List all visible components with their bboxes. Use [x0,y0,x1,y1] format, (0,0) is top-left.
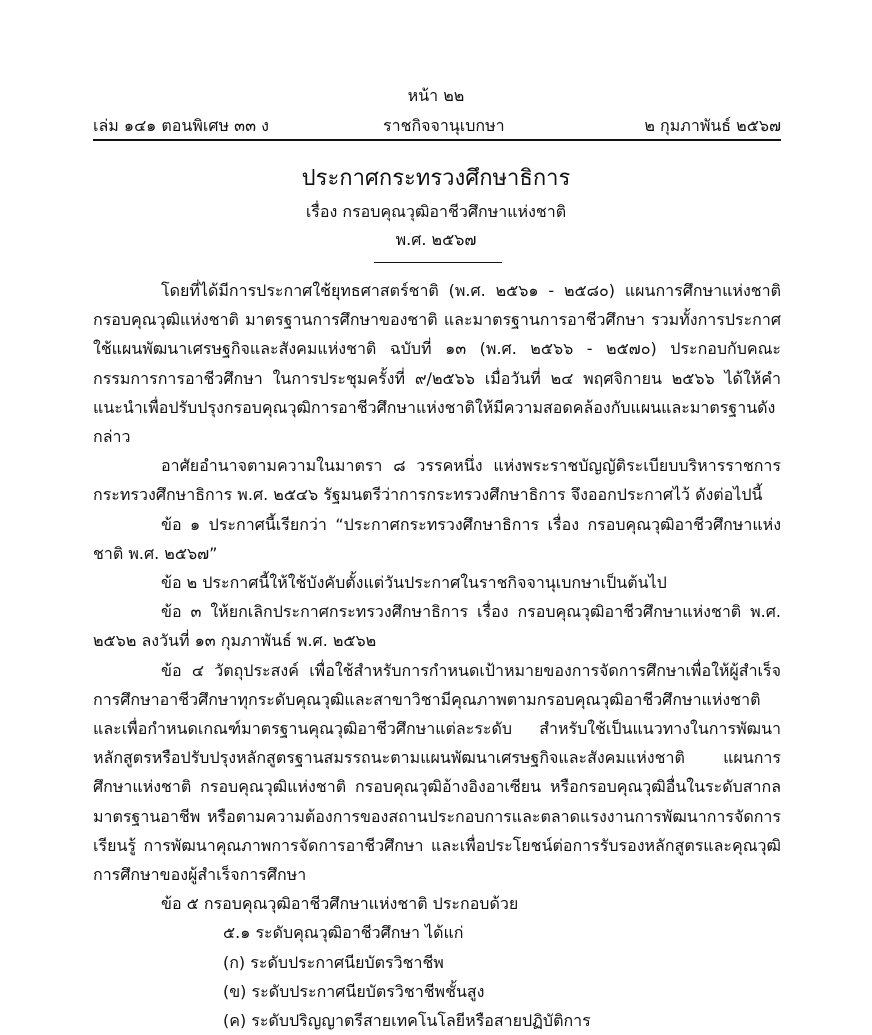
gazette-header [93,114,781,138]
volume-issue: เล่ม ๑๔๑ ตอนพิเศษ ๓๓ ง [93,116,269,135]
document-title: ประกาศกระทรวงศึกษาธิการ [301,166,571,191]
clause-3: ข้อ ๓ ให้ยกเลิกประกาศกระทรวงศึกษาธิการ เรื่อง กรอบคุณวุฒิอาชีวศึกษาแห่งชาติ พ.ศ. ๒๕๖๒ ลงวันที่ ๑๓ กุมภาพันธ์ พ.ศ. ๒๕๖๒ [93,602,781,651]
gazette-name: ราชกิจจานุเบกษา [383,116,505,135]
page-number: หน้า ๒๒ [407,86,465,105]
authority-paragraph: อาศัยอำนาจตามความในมาตรา ๘ วรรคหนึ่ง แห่งพระราชบัญญัติระเบียบบริหารราชการกระทรวงศึกษาธิการ พ.ศ. ๒๕๔๖ รัฐมนตรีว่าการกระทรวงศึกษาธิการ จึงออกประกาศไว้ ดังต่อไปนี้ [93,456,781,505]
title-divider [374,262,502,263]
publication-date: ๒ กุมภาพันธ์ ๒๕๖๗ [644,116,781,135]
clause-5-1: ๕.๑ ระดับคุณวุฒิอาชีวศึกษา ได้แก่ [223,923,464,943]
level-higher-vocational-certificate: (ข) ระดับประกาศนียบัตรวิชาชีพชั้นสูง [223,981,485,1001]
level-vocational-certificate: (ก) ระดับประกาศนียบัตรวิชาชีพ [223,952,444,972]
header-divider [93,139,781,141]
clause-5: ข้อ ๕ กรอบคุณวุฒิอาชีวศึกษาแห่งชาติ ประกอบด้วย [161,894,519,914]
document-body [93,276,781,1035]
document-subject: เรื่อง กรอบคุณวุฒิอาชีวศึกษาแห่งชาติ [305,202,567,221]
document-year: พ.ศ. ๒๕๖๗ [395,230,477,249]
clause-1: ข้อ ๑ ประกาศนี้เรียกว่า “ประกาศกระทรวงศึกษาธิการ เรื่อง กรอบคุณวุฒิอาชีวศึกษาแห่งชาติ พ.ศ. ๒๕๖๗” [93,514,781,563]
preamble-paragraph: โดยที่ได้มีการประกาศใช้ยุทธศาสตร์ชาติ (พ.ศ. ๒๕๖๑ - ๒๕๘๐) แผนการศึกษาแห่งชาติ กรอบคุณวุฒิแห่งชาติ มาตรฐานการศึกษาของชาติ และมาตรฐานการอาชีวศึกษา รวมทั้งการประกาศใช้แผนพัฒนาเศรษฐกิจและสังคมแห่งชาติ ฉบับที่ ๑๓ (พ.ศ. ๒๕๖๖ - ๒๕๗๐) ประกอบกับคณะกรรมการการอาชีวศึกษา ในการประชุมครั้งที่ ๙/๒๕๖๖ เมื่อวันที่ ๒๔ พฤศจิกายน ๒๕๖๖ ได้ให้คำแนะนำเพื่อปรับปรุงกรอบคุณวุฒิการอาชีวศึกษาแห่งชาติให้มีความสอดคล้องกับแผนและมาตรฐานดังกล่าว [93,281,781,447]
clause-2: ข้อ ๒ ประกาศนี้ให้ใช้บังคับตั้งแต่วันประกาศในราชกิจจานุเบกษาเป็นต้นไป [161,573,667,593]
level-bachelor-technology: (ค) ระดับปริญญาตรีสายเทคโนโลยีหรือสายปฏิบัติการ [223,1011,591,1031]
clause-4: ข้อ ๔ วัตถุประสงค์ เพื่อใช้สำหรับการกำหนดเป้าหมายของการจัดการศึกษาเพื่อให้ผู้สำเร็จการศึกษาอาชีวศึกษาทุกระดับคุณวุฒิและสาขาวิชามีคุณภาพตามกรอบคุณวุฒิอาชีวศึกษาแห่งชาติ และเพื่อกำหนดเกณฑ์มาตรฐานคุณวุฒิอาชีวศึกษาแต่ละระดับ สำหรับใช้เป็นแนวทางในการพัฒนาหลักสูตรหรือปรับปรุงหลักสูตรฐานสมรรถนะตามแผนพัฒนาเศรษฐกิจและสังคมแห่งชาติ แผนการศึกษาแห่งชาติ กรอบคุณวุฒิแห่งชาติ กรอบคุณวุฒิอ้างอิงอาเซียน หรือกรอบคุณวุฒิอื่นในระดับสากล มาตรฐานอาชีพ หรือตามความต้องการของสถานประกอบการและตลาดแรงงานการพัฒนาการจัดการเรียนรู้ การพัฒนาคุณภาพการจัดการอาชีวศึกษา และเพื่อประโยชน์ต่อการรับรองหลักสูตรและคุณวุฒิการศึกษาของผู้สำเร็จการศึกษา [93,660,781,885]
